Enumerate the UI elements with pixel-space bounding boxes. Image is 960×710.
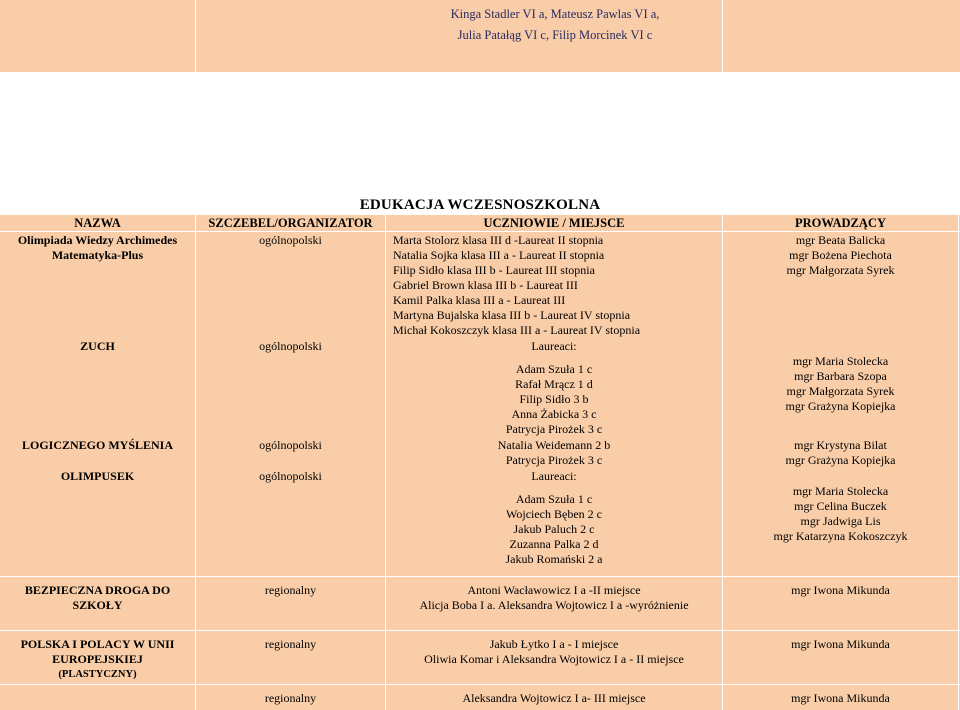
student-entry: Martyna Bujalska klasa III b - Laureat IV stopnia [393, 308, 631, 322]
grid-line [0, 684, 960, 685]
competition-name: LOGICZNEGO MYŚLENIA [21, 438, 174, 452]
student-entry: Patrycja Pirożek 3 c [505, 422, 603, 436]
competition-level: ogólnopolski [259, 233, 322, 247]
student-entry: Anna Żabicka 3 c [511, 407, 597, 421]
top-row-line-1: Kinga Stadler VI a, Mateusz Pawlas VI a, [450, 7, 660, 21]
student-entry: Marta Stolorz klasa III d -Laureat II stopnia [393, 233, 604, 247]
student-entry: Antoni Wacławowicz I a -II miejsce [467, 583, 641, 597]
teacher-name: mgr Katarzyna Kokoszczyk [773, 529, 908, 543]
student-entry: Patrycja Pirożek 3 c [505, 453, 603, 467]
competition-name: (PLASTYCZNY) [58, 669, 137, 680]
competition-name: POLSKA I POLACY W UNII [20, 637, 175, 651]
grid-line [722, 0, 723, 72]
competition-level: ogólnopolski [259, 438, 322, 452]
student-entry: Natalia Sojka klasa III a - Laureat II stopnia [393, 248, 605, 262]
competition-name: ZUCH [80, 339, 115, 353]
teacher-name: mgr Beata Balicka [795, 233, 886, 247]
competition-level: ogólnopolski [259, 469, 322, 483]
student-entry: Gabriel Brown klasa III b - Laureat III [393, 278, 578, 292]
competition-name: BEZPIECZNA DROGA DO [24, 583, 171, 597]
competition-name: SZKOŁY [72, 598, 123, 612]
student-entry: Wojciech Bęben 2 c [506, 507, 602, 521]
grid-line [0, 630, 960, 631]
competition-level: regionalny [264, 691, 317, 705]
student-entry: Alicja Boba I a. Aleksandra Wojtowicz I a -wyróżnienie [419, 598, 689, 612]
top-row-line-2: Julia Patałąg VI c, Filip Morcinek VI c [457, 28, 653, 42]
students-heading: Laureaci: [531, 469, 577, 483]
competition-level: regionalny [264, 583, 317, 597]
student-entry: Adam Szuła 1 c [515, 362, 593, 376]
header-students: UCZNIOWIE / MIEJSCE [483, 216, 625, 230]
teacher-name: mgr Maria Stolecka [792, 354, 889, 368]
student-entry: Jakub Łytko I a - I miejsce [489, 637, 619, 651]
student-entry: Jakub Romański 2 a [505, 552, 603, 566]
teacher-name: mgr Grażyna Kopiejka [785, 453, 896, 467]
teacher-name: mgr Małgorzata Syrek [786, 384, 895, 398]
competition-name: EUROPEJSKIEJ [52, 652, 143, 666]
student-entry: Oliwia Komar i Aleksandra Wojtowicz I a - II miejsce [424, 652, 684, 666]
student-entry: Natalia Weidemann 2 b [497, 438, 611, 452]
grid-line [195, 215, 196, 710]
teacher-name: mgr Barbara Szopa [794, 369, 887, 383]
teacher-name: mgr Celina Buczek [794, 499, 887, 513]
teacher-name: mgr Grażyna Kopiejka [785, 399, 896, 413]
student-entry: Zuzanna Palka 2 d [509, 537, 599, 551]
student-entry: Filip Sidło 3 b [519, 392, 589, 406]
teacher-name: mgr Małgorzata Syrek [786, 263, 895, 277]
teacher-name: mgr Jadwiga Lis [800, 514, 881, 528]
header-teachers: PROWADZĄCY [795, 216, 886, 230]
header-name: NAZWA [74, 216, 121, 230]
grid-line [958, 215, 959, 710]
header-level: SZCZEBEL/ORGANIZATOR [208, 216, 373, 230]
student-entry: Jakub Paluch 2 c [513, 522, 595, 536]
student-entry: Adam Szuła 1 c [515, 492, 593, 506]
student-entry: Aleksandra Wojtowicz I a- III miejsce [462, 691, 646, 705]
grid-line [195, 0, 196, 72]
teacher-name: mgr Maria Stolecka [792, 484, 889, 498]
teacher-name: mgr Iwona Mikunda [791, 691, 890, 705]
section-title: EDUKACJA WCZESNOSZKOLNA [359, 197, 601, 213]
grid-line [0, 231, 960, 232]
competition-name: Olimpiada Wiedzy Archimedes [17, 233, 178, 247]
teacher-name: mgr Bożena Piechota [789, 248, 892, 262]
teacher-name: mgr Iwona Mikunda [791, 583, 890, 597]
competition-name: Matematyka-Plus [51, 248, 144, 262]
teacher-name: mgr Iwona Mikunda [791, 637, 890, 651]
student-entry: Filip Sidło klasa III b - Laureat III stopnia [393, 263, 595, 277]
student-entry: Michał Kokoszczyk klasa III a - Laureat IV stopnia [393, 323, 641, 337]
teacher-name: mgr Krystyna Bilat [794, 438, 887, 452]
student-entry: Rafał Mrącz 1 d [515, 377, 593, 391]
competition-level: regionalny [264, 637, 317, 651]
competition-level: ogólnopolski [259, 339, 322, 353]
student-entry: Kamil Palka klasa III a - Laureat III [393, 293, 566, 307]
grid-line [0, 576, 960, 577]
students-heading: Laureaci: [531, 339, 577, 353]
competition-name: OLIMPUSEK [60, 469, 135, 483]
